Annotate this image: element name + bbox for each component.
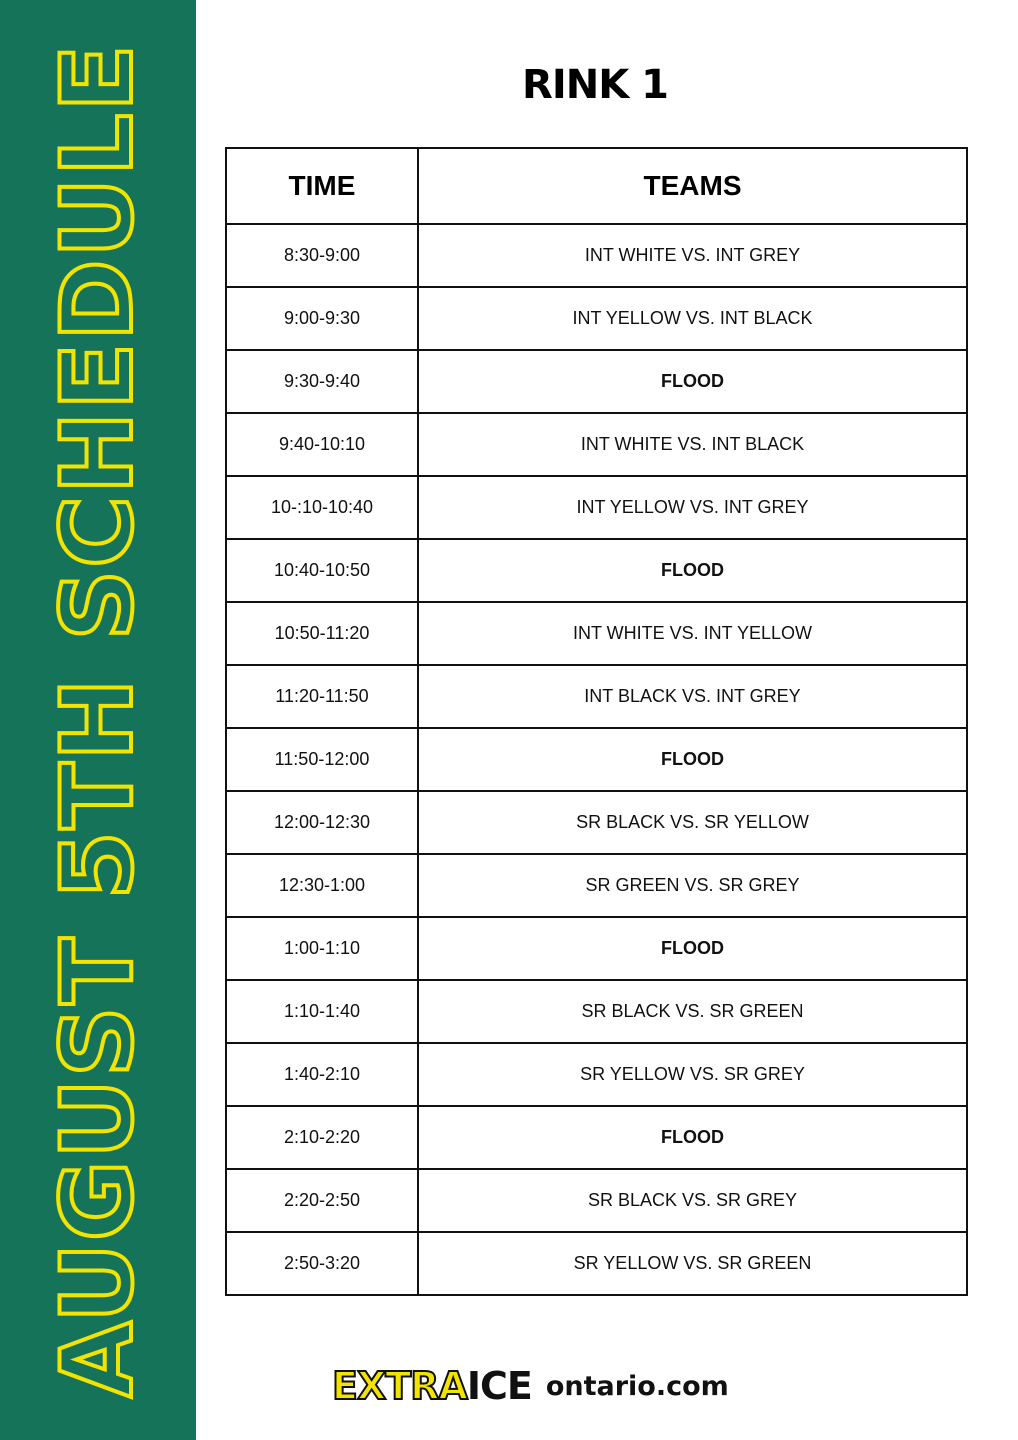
extraice-logo xyxy=(332,1364,729,1408)
time-cell: 2:10-2:20 xyxy=(226,1106,418,1169)
time-cell: 2:50-3:20 xyxy=(226,1232,418,1295)
header-time: TIME xyxy=(226,148,418,224)
teams-cell: SR YELLOW VS. SR GREY xyxy=(418,1043,967,1106)
table-row xyxy=(226,350,967,413)
time-cell: 1:40-2:10 xyxy=(226,1043,418,1106)
header-teams: TEAMS xyxy=(418,148,967,224)
time-cell: 10:50-11:20 xyxy=(226,602,418,665)
flood-cell: FLOOD xyxy=(418,1106,967,1169)
schedule-title: AUGUST 5TH SCHEDULE xyxy=(41,42,155,1398)
time-cell: 10-:10-10:40 xyxy=(226,476,418,539)
table-row xyxy=(226,1106,967,1169)
flood-cell: FLOOD xyxy=(418,539,967,602)
time-cell: 1:10-1:40 xyxy=(226,980,418,1043)
flood-cell: FLOOD xyxy=(418,350,967,413)
teams-cell: SR BLACK VS. SR GREEN xyxy=(418,980,967,1043)
time-cell: 9:30-9:40 xyxy=(226,350,418,413)
logo-ice-text: ICE xyxy=(466,1364,532,1408)
logo-domain-text: ontario.com xyxy=(545,1370,729,1402)
flood-cell: FLOOD xyxy=(418,917,967,980)
table-row xyxy=(226,917,967,980)
time-cell: 2:20-2:50 xyxy=(226,1169,418,1232)
time-cell: 9:40-10:10 xyxy=(226,413,418,476)
time-cell: 9:00-9:30 xyxy=(226,287,418,350)
teams-cell: INT WHITE VS. INT YELLOW xyxy=(418,602,967,665)
schedule-body xyxy=(226,224,967,1295)
teams-cell: INT WHITE VS. INT BLACK xyxy=(418,413,967,476)
table-row xyxy=(226,287,967,350)
table-row xyxy=(226,539,967,602)
logo-extra-text: EXTRA xyxy=(332,1364,467,1408)
time-cell: 10:40-10:50 xyxy=(226,539,418,602)
table-row xyxy=(226,413,967,476)
table-row xyxy=(226,665,967,728)
schedule-table xyxy=(225,147,968,1296)
teams-cell: INT BLACK VS. INT GREY xyxy=(418,665,967,728)
time-cell: 12:00-12:30 xyxy=(226,791,418,854)
table-row xyxy=(226,728,967,791)
table-row xyxy=(226,476,967,539)
table-row xyxy=(226,854,967,917)
flood-cell: FLOOD xyxy=(418,728,967,791)
table-row xyxy=(226,224,967,287)
table-header-row xyxy=(226,148,967,224)
time-cell: 11:50-12:00 xyxy=(226,728,418,791)
sidebar xyxy=(0,0,196,1440)
table-row xyxy=(226,602,967,665)
teams-cell: INT YELLOW VS. INT GREY xyxy=(418,476,967,539)
time-cell: 11:20-11:50 xyxy=(226,665,418,728)
teams-cell: SR YELLOW VS. SR GREEN xyxy=(418,1232,967,1295)
table-row xyxy=(226,1043,967,1106)
time-cell: 1:00-1:10 xyxy=(226,917,418,980)
table-row xyxy=(226,1232,967,1295)
teams-cell: INT YELLOW VS. INT BLACK xyxy=(418,287,967,350)
table-row xyxy=(226,791,967,854)
time-cell: 8:30-9:00 xyxy=(226,224,418,287)
teams-cell: INT WHITE VS. INT GREY xyxy=(418,224,967,287)
teams-cell: SR BLACK VS. SR GREY xyxy=(418,1169,967,1232)
teams-cell: SR GREEN VS. SR GREY xyxy=(418,854,967,917)
rink-title: RINK 1 xyxy=(522,62,668,108)
table-row xyxy=(226,1169,967,1232)
time-cell: 12:30-1:00 xyxy=(226,854,418,917)
table-row xyxy=(226,980,967,1043)
teams-cell: SR BLACK VS. SR YELLOW xyxy=(418,791,967,854)
